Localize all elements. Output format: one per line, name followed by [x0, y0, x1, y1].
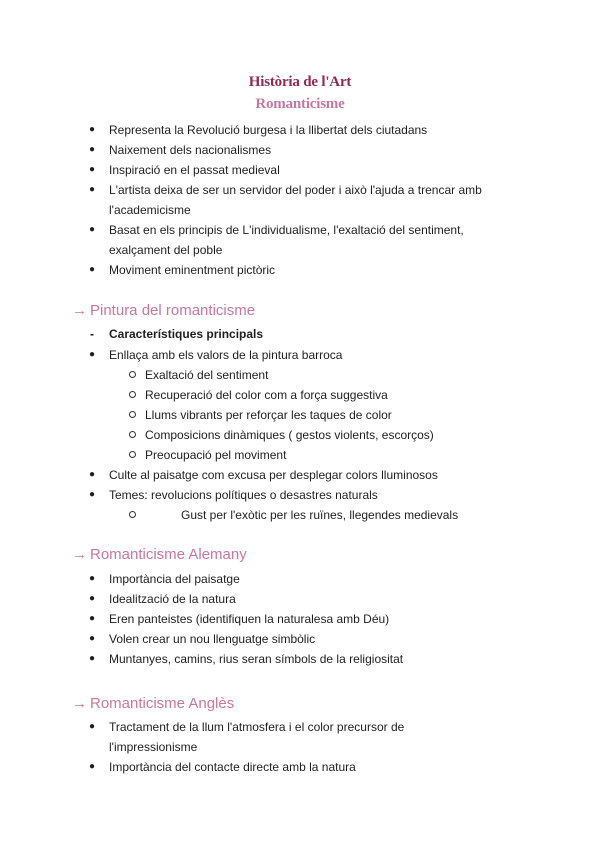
- circle-bullet-icon: [129, 371, 136, 378]
- list-item: Importància del contacte directe amb la natura: [109, 760, 356, 774]
- bullet-icon: ●: [89, 349, 96, 360]
- sub-list-item: Gust per l'exòtic per les ruïnes, llegendes medievals: [181, 508, 459, 522]
- bullet-icon: ●: [89, 633, 96, 644]
- circle-bullet-icon: [129, 511, 136, 518]
- list-item: Inspiració en el passat medieval: [109, 163, 280, 177]
- section-heading-angles: → Romanticisme Anglès: [72, 695, 235, 712]
- sub-list-item: Preocupació pel moviment: [145, 448, 287, 462]
- subheading: Característiques principals: [109, 327, 264, 341]
- bullet-icon: ●: [89, 613, 96, 624]
- page-title: Història de l'Art: [248, 74, 352, 90]
- circle-bullet-icon: [129, 411, 136, 418]
- bullet-icon: ●: [89, 489, 96, 500]
- list-item: Volen crear un nou llenguatge simbòlic: [109, 632, 316, 646]
- bullet-icon: ●: [89, 721, 96, 732]
- arrow-icon: →: [72, 302, 87, 319]
- list-item: Importància del paisatge: [109, 572, 240, 586]
- bullet-icon: ●: [89, 184, 96, 195]
- list-item: Temes: revolucions polítiques o desastres naturals: [109, 488, 378, 502]
- bullet-icon: ●: [89, 761, 96, 772]
- bullet-icon: ●: [89, 653, 96, 664]
- bullet-icon: ●: [89, 144, 96, 155]
- circle-bullet-icon: [129, 451, 136, 458]
- list-item: Basat en els principis de L'individualisme, l'exaltació del sentiment,: [109, 223, 464, 237]
- bullet-icon: ●: [89, 593, 96, 604]
- list-item: Eren panteistes (identifiquen la naturalesa amb Déu): [109, 612, 390, 626]
- bullet-icon: ●: [89, 124, 96, 135]
- section-heading-pintura: → Pintura del romanticisme: [72, 302, 256, 319]
- list-item: Tractament de la llum l'atmosfera i el color precursor de: [109, 720, 405, 734]
- list-item: Culte al paisatge com excusa per desplegar colors lluminosos: [109, 468, 438, 482]
- section-heading-alemany: → Romanticisme Alemany: [72, 546, 247, 563]
- bullet-icon: ●: [89, 469, 96, 480]
- list-item: Representa la Revolució burgesa i la llibertat dels ciutadans: [109, 123, 428, 137]
- circle-bullet-icon: [129, 431, 136, 438]
- bullet-icon: ●: [89, 164, 96, 175]
- sub-list-item: Composicions dinàmiques ( gestos violents, escorços): [145, 428, 434, 442]
- bullet-icon: ●: [89, 224, 96, 235]
- bullet-icon: ●: [89, 573, 96, 584]
- list-item: Moviment eminentment pictòric: [109, 263, 276, 277]
- list-item: L'artista deixa de ser un servidor del poder i això l'ajuda a trencar amb: [109, 183, 482, 197]
- list-item: Idealització de la natura: [109, 592, 236, 606]
- page-subtitle: Romanticisme: [255, 96, 345, 112]
- list-item-continuation: l'academicisme: [109, 203, 191, 217]
- sub-list-item: Llums vibrants per reforçar les taques de color: [145, 408, 392, 422]
- circle-bullet-icon: [129, 391, 136, 398]
- sub-list-item: Recuperació del color com a força suggestiva: [145, 388, 388, 402]
- list-item-continuation: l'impressionisme: [109, 740, 198, 754]
- bullet-icon: ●: [89, 264, 96, 275]
- dash-marker: -: [90, 327, 94, 341]
- list-item: Enllaça amb els valors de la pintura barroca: [109, 348, 343, 362]
- sub-list-item: Exaltació del sentiment: [145, 368, 269, 382]
- list-item: Muntanyes, camins, rius seran símbols de la religiositat: [109, 652, 404, 666]
- arrow-icon: →: [72, 695, 87, 712]
- list-item-continuation: exalçament del poble: [109, 243, 223, 257]
- list-item: Naixement dels nacionalismes: [109, 143, 272, 157]
- arrow-icon: →: [72, 546, 87, 563]
